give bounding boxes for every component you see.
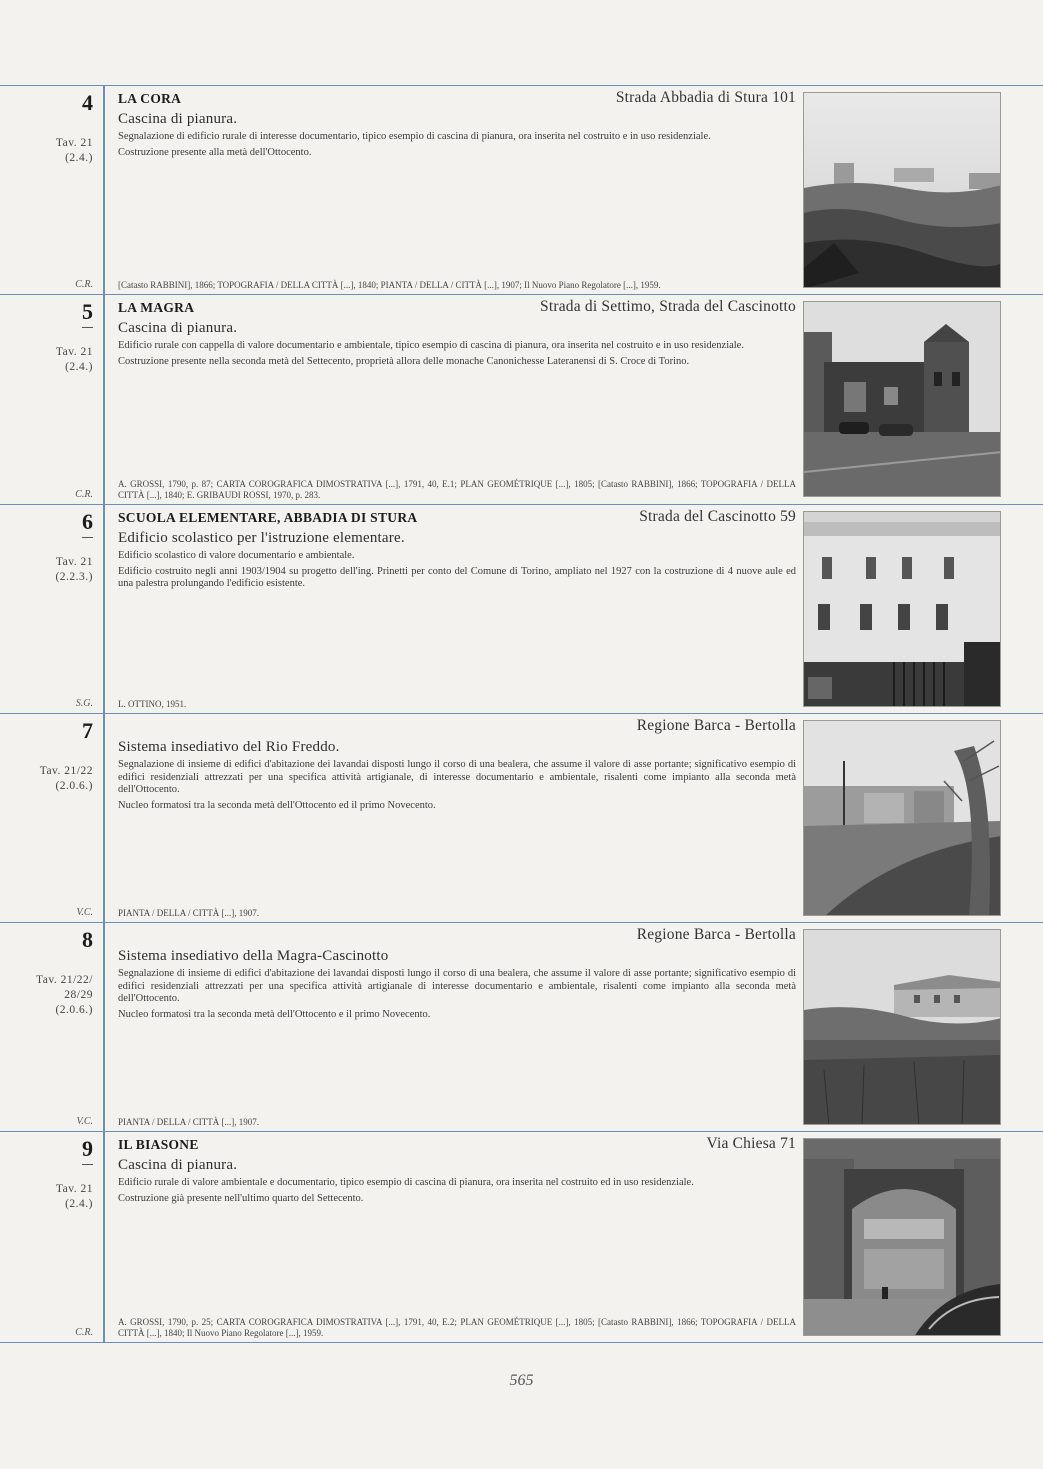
page-number: 565 <box>509 1372 534 1389</box>
entry-content <box>118 298 796 504</box>
entry-name: IL BIASONE <box>118 1137 199 1152</box>
entry-number: 4 <box>82 90 93 115</box>
tavola-reference: Tav. 21 (2.2.3.) <box>55 556 93 583</box>
entry-type: Sistema insediativo del Rio Freddo. <box>118 739 340 755</box>
courtyard-gate-photo <box>804 1139 1001 1336</box>
entry-references: A. GROSSI, 1790, p. 87; CARTA COROGRAFICA DIMOSTRATIVA [...], 1791, 40, E.1; PLAN GEOMÉTRIQUE [...], 1805; [Catasto RABBINI], 1866; TOPOGRAFIA / DELLA CITTÀ [...], 1840; E. GRIBAUDI ROSSI, 1970, p. 283. <box>118 479 796 500</box>
tavola-reference: Tav. 21 (2.4.) <box>55 346 93 373</box>
catalog-entry <box>0 923 1043 1132</box>
entry-description: Edificio rurale di valore ambientale e documentario, tipico esempio di cascina di pianura, ora inserita nel costruito ed in uso residenziale. <box>118 1177 694 1188</box>
entry-number: 9 <box>82 1136 93 1165</box>
entry-name: LA CORA <box>118 91 182 106</box>
entry-type: Edificio scolastico per l'istruzione elementare. <box>118 530 405 546</box>
entry-number: 8 <box>82 927 93 952</box>
tavola-reference: Tav. 21 (2.4.) <box>55 137 93 164</box>
school-building-photo <box>804 512 1001 707</box>
entry-photo <box>803 511 1001 707</box>
entry-references: PIANTA / DELLA / CITTÀ [...], 1907. <box>118 1117 260 1127</box>
catalog-entry <box>0 86 1043 295</box>
entry-description: Segnalazione di insieme di edifici d'abitazione dei lavandai disposti lungo il corso di una bealera, che assume il valore di asse portante; significativo esempio di edifici residenziali attrezzati per una specifica attività artigianale di interesse documentario e ambientale, risalenti come impianto alla seconda metà dell'Ottocento. <box>118 968 796 1004</box>
entry-margin <box>0 714 105 922</box>
entry-references: PIANTA / DELLA / CITTÀ [...], 1907. <box>118 908 260 918</box>
entry-number: 7 <box>82 718 93 743</box>
tavola-reference: Tav. 21 (2.4.) <box>55 1183 93 1210</box>
entry-type: Sistema insediativo della Magra-Cascinotto <box>118 948 389 964</box>
entry-history: Costruzione presente nella seconda metà del Settecento, proprietà allora delle monache Canonichesse Lateranensi di S. Croce di Torino. <box>118 355 690 367</box>
entry-photo <box>803 929 1001 1125</box>
entry-address: Regione Barca - Bertolla <box>636 717 796 734</box>
entry-description: Segnalazione di edificio rurale di interesse documentario, tipico esempio di cascina di pianura, ora inserita nel costruito e in uso residenziale. <box>118 131 711 142</box>
rural-field-photo <box>804 930 1001 1125</box>
entry-content <box>118 89 796 294</box>
author-initials: S.G. <box>75 698 93 709</box>
entry-photo <box>803 92 1001 288</box>
entry-margin <box>0 1132 105 1342</box>
entry-type: Cascina di pianura. <box>118 111 238 127</box>
entry-references: [Catasto RABBINI], 1866; TOPOGRAFIA / DELLA CITTÀ [...], 1840; PIANTA / DELLA / CITTÀ [...], 1907; Il Nuovo Piano Regolatore [...], 1959. <box>118 280 661 290</box>
entry-references: A. GROSSI, 1790, p. 25; CARTA COROGRAFICA DIMOSTRATIVA [...], 1791, 40, E.2; PLAN GEOMÉTRIQUE [...], 1805; [Catasto RABBINI], 1866; TOPOGRAFIA / DELLA CITTÀ [...], 1840; Il Nuovo Piano Regolatore [...], 1959. <box>118 1317 796 1338</box>
author-initials: V.C. <box>76 907 93 918</box>
entry-address: Strada del Cascinotto 59 <box>639 508 796 525</box>
entry-address: Regione Barca - Bertolla <box>636 926 796 943</box>
catalog-entry <box>0 1132 1043 1343</box>
entry-type: Cascina di pianura. <box>118 1157 238 1173</box>
entry-number: 5 <box>82 299 93 328</box>
entry-photo <box>803 720 1001 916</box>
entry-margin <box>0 295 105 504</box>
landscape-photo <box>804 93 1001 288</box>
street-photo <box>804 302 1001 497</box>
catalog-entry <box>0 714 1043 923</box>
entry-history: Costruzione già presente nell'ultimo quarto del Settecento. <box>118 1192 364 1204</box>
entry-description: Segnalazione di insieme di edifici d'abitazione dei lavandai disposti lungo il corso di una bealera, che assume il valore di asse portante; significativo esempio di edifici residenziali attrezzati per una specifica attività artigianale, di interesse documentario e ambientale, risalenti come impianto alla seconda metà dell'Ottocento. <box>118 759 796 795</box>
entry-margin <box>0 86 105 294</box>
entry-address: Via Chiesa 71 <box>706 1135 796 1152</box>
entry-history: Nucleo formatosi tra la seconda metà dell'Ottocento e il primo Novecento. <box>118 1008 431 1020</box>
entry-address: Strada di Settimo, Strada del Cascinotto <box>540 298 796 315</box>
entry-references: L. OTTINO, 1951. <box>118 699 187 709</box>
entry-name: LA MAGRA <box>118 300 195 315</box>
catalog-entries <box>0 86 1043 1343</box>
author-initials: C.R. <box>75 279 93 290</box>
entry-name: SCUOLA ELEMENTARE, ABBADIA DI STURA <box>118 510 418 525</box>
catalog-entry <box>0 295 1043 505</box>
entry-content <box>118 717 796 922</box>
tavola-reference: Tav. 21/22 (2.0.6.) <box>39 765 93 792</box>
entry-content <box>118 508 796 713</box>
entry-address: Strada Abbadia di Stura 101 <box>615 89 796 106</box>
entry-type: Cascina di pianura. <box>118 320 238 336</box>
entry-content <box>118 1135 796 1342</box>
catalog-entry <box>0 505 1043 714</box>
entry-margin <box>0 923 105 1131</box>
entry-history: Nucleo formatosi tra la seconda metà dell'Ottocento ed il primo Novecento. <box>118 799 436 811</box>
entry-description: Edificio scolastico di valore documentario e ambientale. <box>118 550 355 561</box>
entry-photo <box>803 1138 1001 1336</box>
author-initials: C.R. <box>75 489 93 500</box>
author-initials: V.C. <box>76 1116 93 1127</box>
village-road-photo <box>804 721 1001 916</box>
author-initials: C.R. <box>75 1327 93 1338</box>
entry-description: Edificio rurale con cappella di valore documentario e ambientale, tipico esempio di cascina di pianura, ora inserita nel costruito e in uso residenziale. <box>118 340 744 351</box>
entry-content <box>118 926 796 1131</box>
entry-history: Costruzione presente alla metà dell'Ottocento. <box>118 146 312 158</box>
entry-history: Edificio costruito negli anni 1903/1904 su progetto dell'ing. Prinetti per conto del Comune di Torino, ampliato nel 1927 con la costruzione di 4 nuove aule ed una palestra prolungando l'edificio esistente. <box>118 565 796 589</box>
tavola-reference: Tav. 21/22/ 28/29 (2.0.6.) <box>36 974 93 1016</box>
entry-number: 6 <box>82 509 93 538</box>
entry-photo <box>803 301 1001 497</box>
entry-margin <box>0 505 105 713</box>
